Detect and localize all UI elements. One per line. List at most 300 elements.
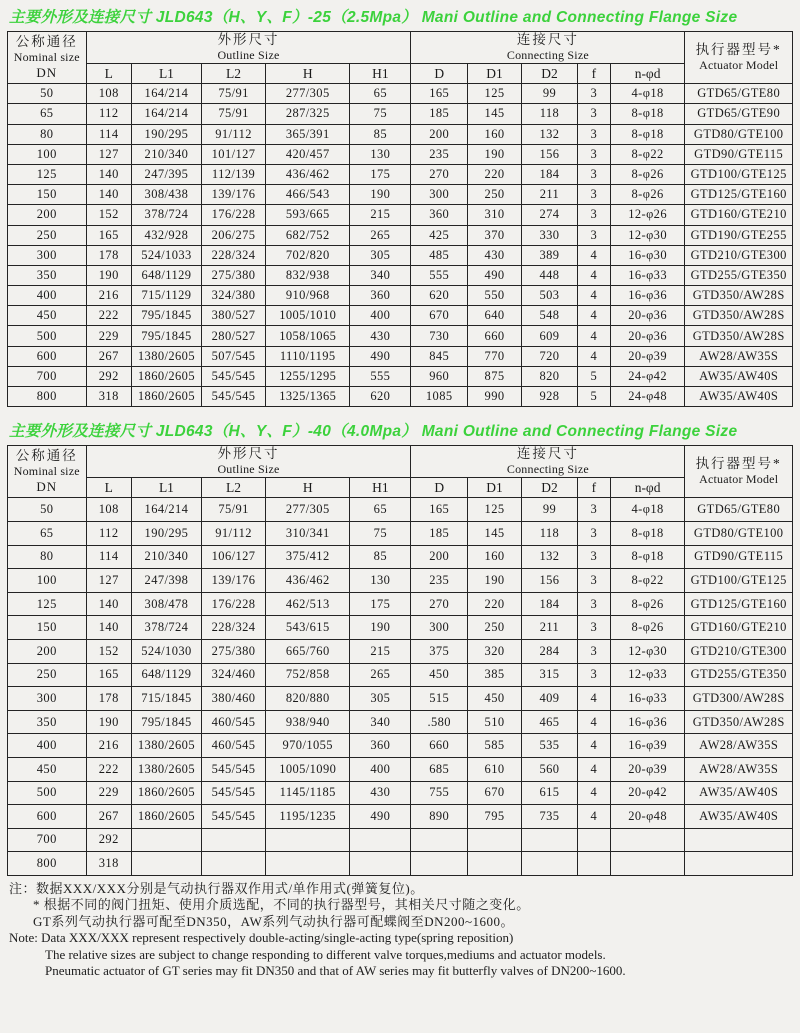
table-body: [8, 498, 793, 876]
table-cell: 1325/1365: [266, 387, 350, 407]
table-cell: 300: [411, 616, 468, 640]
table-cell: [467, 852, 521, 876]
table-cell: 593/665: [266, 205, 350, 225]
header-nominal-en: Nominal size: [13, 464, 80, 479]
table-cell: 535: [522, 734, 578, 758]
table-cell: 3: [577, 663, 610, 687]
table-cell: 300: [411, 185, 468, 205]
table-cell: 660: [467, 326, 521, 346]
table-cell: 820: [522, 366, 578, 386]
table-cell: 1005/1090: [266, 757, 350, 781]
table-cell: 1860/2605: [132, 781, 202, 805]
table-cell: 175: [350, 592, 411, 616]
subheader-L2: L2: [201, 64, 265, 84]
table-row: [8, 663, 793, 687]
table-row: [8, 104, 793, 124]
table-cell: 190: [350, 185, 411, 205]
table-cell: 190/295: [132, 521, 202, 545]
table-cell: 118: [522, 521, 578, 545]
table-cell: 228/324: [201, 245, 265, 265]
table-cell: 118: [522, 104, 578, 124]
subheader-n-phi-d: n-φd: [610, 478, 685, 498]
table-cell: 715/1129: [132, 286, 202, 306]
table-cell: 24-φ48: [610, 387, 685, 407]
table-cell: 430: [350, 781, 411, 805]
table-cell: 250: [8, 225, 87, 245]
table-cell: 112: [86, 104, 132, 124]
table-cell: 4: [577, 734, 610, 758]
table-cell: 222: [86, 757, 132, 781]
table-cell: 4: [577, 245, 610, 265]
table-cell: 165: [411, 84, 468, 104]
header-nominal-zh: 公称通径: [15, 34, 78, 49]
table-cell: 75/91: [201, 104, 265, 124]
table-cell: 277/305: [266, 498, 350, 522]
table-row: [8, 592, 793, 616]
table-cell: 375: [411, 639, 468, 663]
table-cell: 200: [411, 545, 468, 569]
table-cell: 1380/2605: [132, 734, 202, 758]
table-cell: [350, 828, 411, 852]
table-cell: 890: [411, 805, 468, 829]
header-connecting-zh: 连接尺寸: [516, 446, 579, 462]
table-cell: 20-φ36: [610, 306, 685, 326]
subheader-D2: D2: [522, 64, 578, 84]
table-cell: 229: [86, 781, 132, 805]
table-cell: 12-φ33: [610, 663, 685, 687]
table-cell: 75/91: [201, 498, 265, 522]
table-subheader: [8, 64, 793, 84]
table-cell: 127: [86, 569, 132, 593]
table-cell: 150: [8, 616, 87, 640]
header-connecting-zh: 连接尺寸: [516, 32, 579, 47]
table-cell: GTD350/AW28S: [685, 286, 793, 306]
table-cell: AW28/AW35S: [685, 346, 793, 366]
table-cell: 524/1033: [132, 245, 202, 265]
table-cell: 620: [350, 387, 411, 407]
table-cell: 3: [577, 592, 610, 616]
table-cell: 3: [577, 84, 610, 104]
table-cell: 360: [350, 734, 411, 758]
table-cell: 318: [86, 387, 132, 407]
table-cell: 125: [8, 164, 87, 184]
table-cell: 800: [8, 387, 87, 407]
table-cell: 308/438: [132, 185, 202, 205]
table-cell: 315: [522, 663, 578, 687]
table-cell: [610, 828, 685, 852]
table-cell: 292: [86, 828, 132, 852]
table-cell: 4: [577, 306, 610, 326]
table-cell: 160: [467, 124, 521, 144]
table-cell: 550: [467, 286, 521, 306]
subheader-H: H: [266, 64, 350, 84]
table-cell: 378/724: [132, 205, 202, 225]
table-cell: [201, 828, 265, 852]
table-cell: 247/398: [132, 569, 202, 593]
table-cell: GTD300/AW28S: [685, 687, 793, 711]
table-cell: GTD255/GTE350: [685, 265, 793, 285]
table-cell: 609: [522, 326, 578, 346]
table-cell: 543/615: [266, 616, 350, 640]
table-cell: 460/545: [201, 734, 265, 758]
table-cell: 990: [467, 387, 521, 407]
table-cell: 360: [350, 286, 411, 306]
table-cell: 176/228: [201, 205, 265, 225]
table-cell: 12-φ30: [610, 225, 685, 245]
header-outline-en: Outline Size: [217, 48, 280, 63]
table-cell: 190: [467, 144, 521, 164]
table-cell: 795: [467, 805, 521, 829]
table-cell: 220: [467, 164, 521, 184]
table-cell: 185: [411, 104, 468, 124]
table-cell: 270: [411, 592, 468, 616]
table-cell: 130: [350, 144, 411, 164]
table-cell: 235: [411, 144, 468, 164]
note-zh-1: 注：数据XXX/XXX分别是气动执行器双作用式/单作用式(弹簧复位)。: [9, 880, 424, 896]
table-cell: 462/513: [266, 592, 350, 616]
note-zh-2: * 根据不同的阀门扭矩、使用介质选配，不同的执行器型号，其相关尺寸随之变化。: [33, 897, 530, 913]
subheader-H: H: [266, 478, 350, 498]
table-cell: 910/968: [266, 286, 350, 306]
table-cell: 715/1845: [132, 687, 202, 711]
subheader-D1: D1: [467, 64, 521, 84]
table-cell: 184: [522, 592, 578, 616]
footnotes: [7, 876, 793, 980]
table-cell: 140: [86, 616, 132, 640]
table-row: [8, 828, 793, 852]
table-cell: 16-φ36: [610, 710, 685, 734]
table-cell: 938/940: [266, 710, 350, 734]
table-cell: 1255/1295: [266, 366, 350, 386]
table-cell: 378/724: [132, 616, 202, 640]
table-cell: 8-φ26: [610, 185, 685, 205]
table-cell: AW35/AW40S: [685, 366, 793, 386]
header-actuator-zh: 执行器型号*: [695, 456, 782, 472]
table-cell: 165: [86, 663, 132, 687]
table-cell: 20-φ39: [610, 757, 685, 781]
table-body: [8, 84, 793, 407]
table-cell: 436/462: [266, 164, 350, 184]
subheader-L: L: [86, 64, 132, 84]
table-cell: 682/752: [266, 225, 350, 245]
table-cell: 450: [467, 687, 521, 711]
table-cell: 1380/2605: [132, 346, 202, 366]
table-cell: 8-φ18: [610, 124, 685, 144]
table-cell: 730: [411, 326, 468, 346]
table-cell: 755: [411, 781, 468, 805]
table-cell: 287/325: [266, 104, 350, 124]
table-cell: 450: [8, 306, 87, 326]
header-actuator-model: [685, 446, 793, 498]
table-row: [8, 306, 793, 326]
table-cell: 3: [577, 616, 610, 640]
table-cell: 4: [577, 710, 610, 734]
table-cell: 620: [411, 286, 468, 306]
header-nominal-zh: 公称通径: [15, 448, 78, 464]
table-cell: 210/340: [132, 144, 202, 164]
table-cell: [522, 828, 578, 852]
table-cell: 702/820: [266, 245, 350, 265]
header-actuator-zh: 执行器型号*: [695, 42, 782, 57]
header-nominal-size: [8, 446, 87, 498]
table-cell: 50: [8, 84, 87, 104]
table-cell: 3: [577, 545, 610, 569]
table-cell: 3: [577, 144, 610, 164]
table-cell: 216: [86, 734, 132, 758]
table-row: [8, 164, 793, 184]
table-cell: 3: [577, 639, 610, 663]
table-cell: 65: [350, 84, 411, 104]
table-cell: 648/1129: [132, 663, 202, 687]
table-cell: 500: [8, 326, 87, 346]
table-row: [8, 781, 793, 805]
table-cell: 503: [522, 286, 578, 306]
table-row: [8, 84, 793, 104]
table-cell: 5: [577, 387, 610, 407]
table-cell: 507/545: [201, 346, 265, 366]
table-cell: 425: [411, 225, 468, 245]
table-cell: 1860/2605: [132, 387, 202, 407]
table-row: [8, 346, 793, 366]
table-cell: 640: [467, 306, 521, 326]
table-cell: 845: [411, 346, 468, 366]
table-cell: 215: [350, 639, 411, 663]
table-cell: 164/214: [132, 498, 202, 522]
table-cell: 190: [467, 569, 521, 593]
table-cell: 1195/1235: [266, 805, 350, 829]
table-cell: 130: [350, 569, 411, 593]
table-cell: 665/760: [266, 639, 350, 663]
table-cell: 12-φ30: [610, 639, 685, 663]
table-cell: 385: [467, 663, 521, 687]
table-cell: 3: [577, 205, 610, 225]
table-cell: 436/462: [266, 569, 350, 593]
table-cell: GTD350/AW28S: [685, 710, 793, 734]
table-cell: 548: [522, 306, 578, 326]
table-cell: 8-φ18: [610, 545, 685, 569]
table-cell: 125: [467, 84, 521, 104]
table-cell: 490: [350, 346, 411, 366]
table-cell: [467, 828, 521, 852]
table-cell: 3: [577, 124, 610, 144]
dimension-table-40mpa: [7, 445, 793, 876]
table-cell: 160: [467, 545, 521, 569]
table-cell: 91/112: [201, 124, 265, 144]
table-cell: 100: [8, 144, 87, 164]
table-cell: 500: [8, 781, 87, 805]
table-row: [8, 569, 793, 593]
table-cell: 585: [467, 734, 521, 758]
table-cell: 20-φ36: [610, 326, 685, 346]
table-cell: 150: [8, 185, 87, 205]
table-row: [8, 144, 793, 164]
table-cell: 50: [8, 498, 87, 522]
table-cell: 91/112: [201, 521, 265, 545]
table-cell: 267: [86, 346, 132, 366]
table-cell: 485: [411, 245, 468, 265]
table-cell: 108: [86, 498, 132, 522]
table-cell: 4-φ18: [610, 84, 685, 104]
table-cell: 460/545: [201, 710, 265, 734]
table-cell: 800: [8, 852, 87, 876]
table-cell: AW28/AW35S: [685, 757, 793, 781]
table-cell: 960: [411, 366, 468, 386]
table-cell: 4: [577, 781, 610, 805]
table-cell: 545/545: [201, 366, 265, 386]
table-cell: 330: [522, 225, 578, 245]
table-cell: 660: [411, 734, 468, 758]
table-cell: 145: [467, 104, 521, 124]
header-nominal-dn: DN: [36, 479, 58, 495]
table-cell: 65: [350, 498, 411, 522]
table-cell: 222: [86, 306, 132, 326]
table-cell: 515: [411, 687, 468, 711]
subheader-n-phi-d: n-φd: [610, 64, 685, 84]
table-row: [8, 124, 793, 144]
table-cell: [411, 828, 468, 852]
table-cell: GTD80/GTE100: [685, 521, 793, 545]
table-cell: [577, 852, 610, 876]
table-cell: 615: [522, 781, 578, 805]
table-cell: [685, 828, 793, 852]
header-outline-size: [86, 446, 411, 478]
table-cell: 277/305: [266, 84, 350, 104]
table-row: [8, 687, 793, 711]
table-cell: 8-φ18: [610, 104, 685, 124]
table-cell: 200: [8, 205, 87, 225]
table-cell: AW35/AW40S: [685, 805, 793, 829]
table-cell: 140: [86, 164, 132, 184]
table-cell: 284: [522, 639, 578, 663]
subheader-L: L: [86, 478, 132, 498]
table-cell: 206/275: [201, 225, 265, 245]
table-cell: 1860/2605: [132, 366, 202, 386]
table-cell: [132, 852, 202, 876]
header-outline-size: [86, 32, 411, 64]
table-cell: 4: [577, 265, 610, 285]
table-cell: AW35/AW40S: [685, 781, 793, 805]
table-cell: 132: [522, 545, 578, 569]
table-cell: 165: [86, 225, 132, 245]
table-row: [8, 498, 793, 522]
table-cell: 265: [350, 663, 411, 687]
table-cell: 3: [577, 498, 610, 522]
table-cell: 200: [411, 124, 468, 144]
table-cell: 430: [350, 326, 411, 346]
table-cell: 5: [577, 366, 610, 386]
table-row: [8, 805, 793, 829]
table-cell: 190: [86, 710, 132, 734]
table-cell: 4: [577, 687, 610, 711]
table-cell: GTD100/GTE125: [685, 569, 793, 593]
table-cell: GTD350/AW28S: [685, 306, 793, 326]
table-cell: 670: [467, 781, 521, 805]
table-cell: 114: [86, 545, 132, 569]
note-en-2: The relative sizes are subject to change responding to different valve torques,mediums and actuator models.: [45, 946, 606, 962]
header-actuator-en: Actuator Model: [699, 58, 779, 73]
table-cell: 555: [411, 265, 468, 285]
table-cell: GTD125/GTE160: [685, 592, 793, 616]
table-cell: 1058/1065: [266, 326, 350, 346]
table-cell: 275/380: [201, 639, 265, 663]
table-cell: 795/1845: [132, 306, 202, 326]
table-cell: 247/395: [132, 164, 202, 184]
table-cell: 8-φ26: [610, 616, 685, 640]
table-cell: 320: [467, 639, 521, 663]
table-cell: 16-φ33: [610, 687, 685, 711]
table-cell: 3: [577, 185, 610, 205]
subheader-D: D: [411, 64, 468, 84]
table-cell: 16-φ33: [610, 265, 685, 285]
table-cell: 3: [577, 164, 610, 184]
table-cell: 125: [467, 498, 521, 522]
table-row: [8, 387, 793, 407]
note-en-3: Pneumatic actuator of GT series may fit DN350 and that of AW series may fit butterfly valves of DN200~1600.: [45, 963, 626, 979]
table-cell: [685, 852, 793, 876]
table-cell: 795/1845: [132, 326, 202, 346]
table-row: [8, 521, 793, 545]
subheader-D2: D2: [522, 478, 578, 498]
header-connecting-size: [411, 446, 685, 478]
table-cell: 3: [577, 521, 610, 545]
table-cell: 466/543: [266, 185, 350, 205]
table-header: [8, 446, 793, 498]
table-cell: 795/1845: [132, 710, 202, 734]
table-cell: .580: [411, 710, 468, 734]
table-cell: 970/1055: [266, 734, 350, 758]
header-connecting-en: Connecting Size: [506, 48, 589, 63]
table-cell: GTD255/GTE350: [685, 663, 793, 687]
table-cell: 360: [411, 205, 468, 225]
table-cell: 3: [577, 225, 610, 245]
table-cell: 211: [522, 616, 578, 640]
subheader-L1: L1: [132, 64, 202, 84]
table-cell: 75: [350, 104, 411, 124]
table-cell: 400: [8, 286, 87, 306]
table-cell: 274: [522, 205, 578, 225]
table-cell: 114: [86, 124, 132, 144]
table-cell: 140: [86, 185, 132, 205]
table-cell: 350: [8, 265, 87, 285]
header-outline-en: Outline Size: [217, 462, 280, 477]
table-cell: 228/324: [201, 616, 265, 640]
table-cell: 648/1129: [132, 265, 202, 285]
table-cell: 139/176: [201, 185, 265, 205]
table-cell: 156: [522, 569, 578, 593]
header-outline-zh: 外形尺寸: [217, 446, 280, 462]
table-row: [8, 545, 793, 569]
table-cell: 216: [86, 286, 132, 306]
header-connecting-size: [411, 32, 685, 64]
table-cell: 560: [522, 757, 578, 781]
table-cell: 75: [350, 521, 411, 545]
table-cell: 4: [577, 805, 610, 829]
table-cell: 178: [86, 687, 132, 711]
table-cell: 75/91: [201, 84, 265, 104]
table-cell: 8-φ22: [610, 569, 685, 593]
table-cell: 700: [8, 366, 87, 386]
table-cell: 555: [350, 366, 411, 386]
subheader-H1: H1: [350, 64, 411, 84]
table-cell: 275/380: [201, 265, 265, 285]
table-cell: GTD160/GTE210: [685, 205, 793, 225]
table-cell: 8-φ18: [610, 521, 685, 545]
table-cell: 340: [350, 710, 411, 734]
table-cell: 16-φ39: [610, 734, 685, 758]
header-actuator-model: [685, 32, 793, 84]
table-cell: 370: [467, 225, 521, 245]
subheader-H1: H1: [350, 478, 411, 498]
